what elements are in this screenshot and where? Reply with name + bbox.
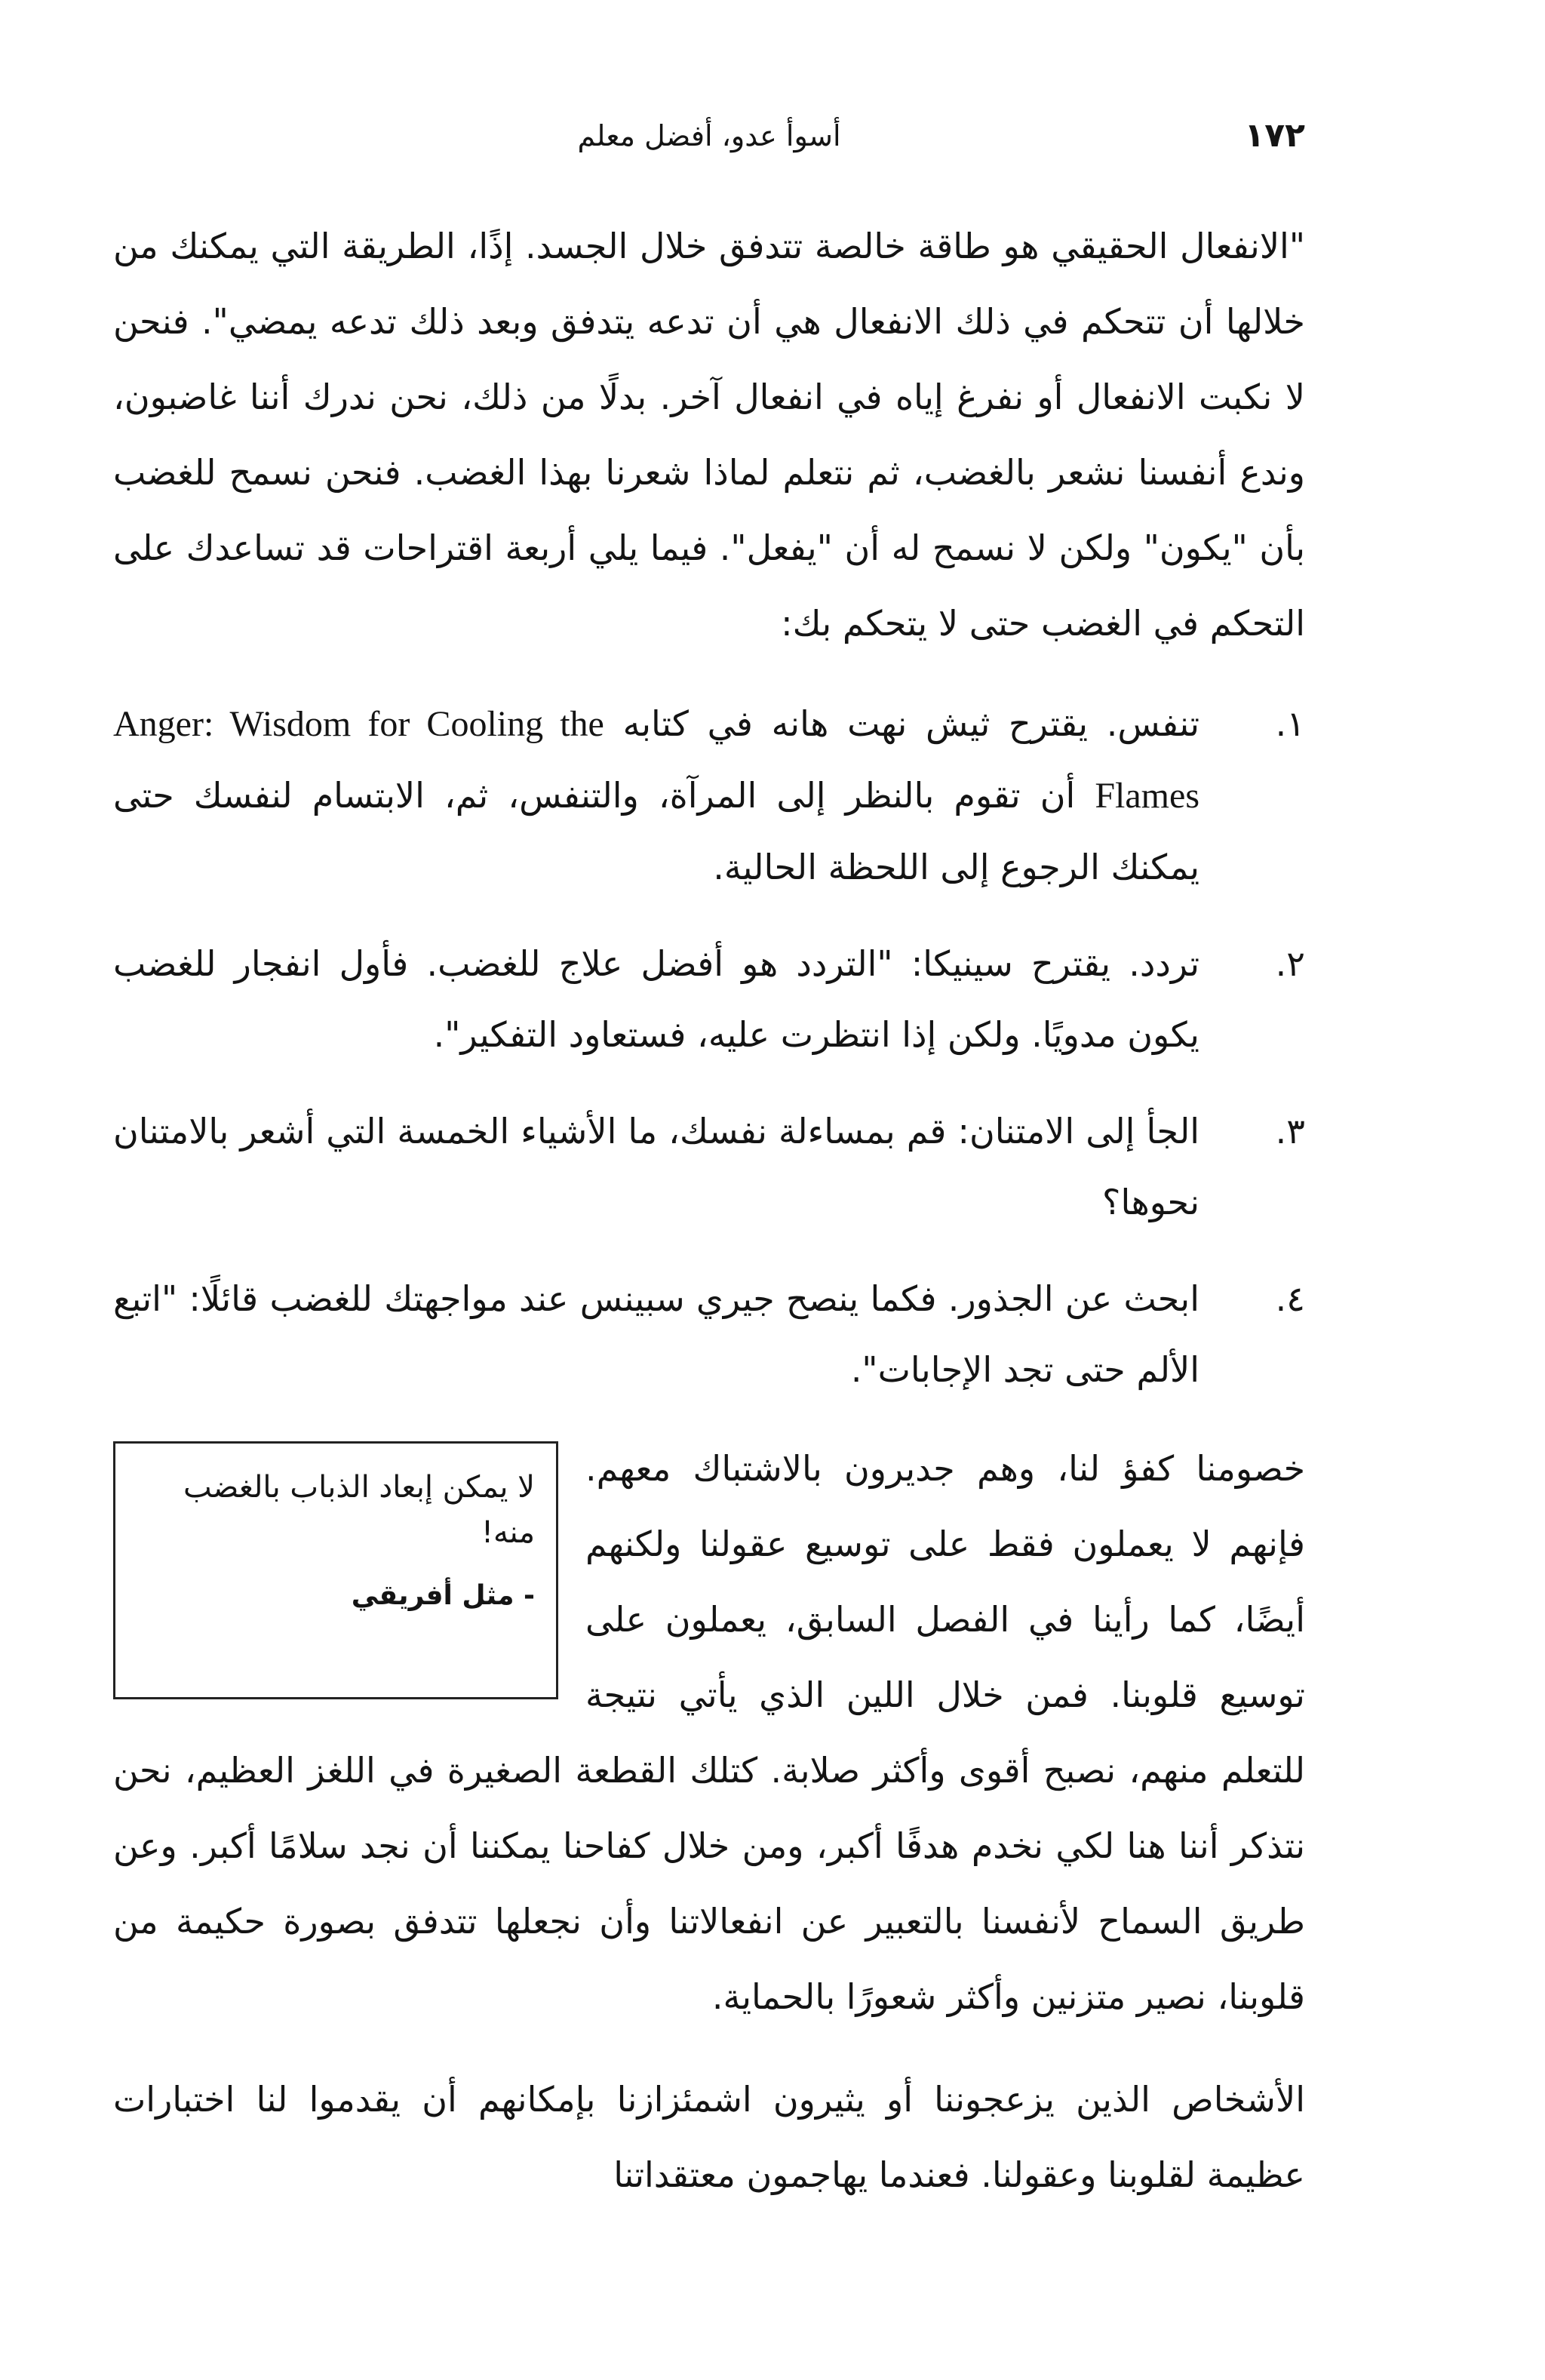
list-item-text: أن تقوم بالنظر إلى المرآة، والتنفس، ثم، الابتسام لنفسك حتى يمكنك الرجوع إلى اللحظة الحالية. [113, 775, 1199, 887]
book-page [113, 113, 1305, 2212]
quote-source: - مثل أفريقي [351, 1580, 535, 1611]
quote-box [113, 1441, 558, 1699]
list-item-text: ابحث عن الجذور. فكما ينصح جيري سبينس عند مواجهتك للغضب قائلًا: "اتبع الألم حتى تجد الإجابات". [113, 1278, 1199, 1390]
paragraph-opponents-text: خصومنا كفؤ لنا، وهم جديرون بالاشتباك معهم. فإنهم لا يعملون فقط على توسيع عقولنا ولكنهم أيضًا، كما رأينا في الفصل السابق، يعملون على توسيع قلوبنا. فمن خلال اللين الذي يأتي نتيجة للتعلم منهم، نصبح أقوى وأكثر صلابة. كتلك القطعة الصغيرة في اللغز العظيم، نحن نتذكر أننا هنا لكي نخدم هدفًا أكبر، ومن خلال كفاحنا يمكننا أن نجد سلامًا أكبر. وعن طريق السماح لأنفسنا بالتعبير عن انفعالاتنا وأن نجعلها تتدفق بصورة حكيمة من قلوبنا، نصير متزنين وأكثر شعورًا بالحماية. [113, 1448, 1305, 2017]
list-item [113, 928, 1305, 1070]
list-item-text: تنفس. يقترح ثيش نهت هانه في كتابه [604, 703, 1200, 744]
quote-text: لا يمكن إبعاد الذباب بالغضب منه! [183, 1470, 535, 1550]
list-item-text: الجأ إلى الامتنان: قم بمساءلة نفسك، ما الأشياء الخمسة التي أشعر بالامتنان نحوها؟ [113, 1111, 1199, 1222]
list-item [113, 1096, 1305, 1238]
list-item [113, 1263, 1305, 1405]
list-item-number: ٢. [1275, 943, 1305, 984]
paragraph-opponents [113, 1431, 1305, 2034]
anger-tips-list [113, 688, 1305, 1405]
list-item-number: ٣. [1275, 1111, 1305, 1152]
paragraph-anger-intro: "الانفعال الحقيقي هو طاقة خالصة تتدفق خلال الجسد. إذًا، الطريقة التي يمكنك من خلالها أن تتحكم في ذلك الانفعال هي أن تدعه يتدفق وبعد ذلك تدعه يمضي". فنحن لا نكبت الانفعال أو نفرغ إياه في انفعال آخر. بدلًا من ذلك، نحن ندرك أننا غاضبون، وندع أنفسنا نشعر بالغضب، ثم نتعلم لماذا شعرنا بهذا الغضب. فنحن نسمح للغضب بأن "يكون" ولكن لا نسمح له أن "يفعل". فيما يلي أربعة اقتراحات قد تساعدك على التحكم في الغضب حتى لا يتحكم بك: [113, 226, 1305, 644]
running-title: أسوأ عدو، أفضل معلم [577, 119, 841, 152]
book-title: Anger: Wisdom for Cooling the Flames [113, 704, 1199, 816]
list-item-number: ١. [1275, 703, 1305, 744]
list-item-number: ٤. [1275, 1278, 1305, 1319]
page-number: ١٧٢ [1244, 116, 1305, 155]
paragraph-people-test: الأشخاص الذين يزعجوننا أو يثيرون اشمئزازنا بإمكانهم أن يقدموا لنا اختبارات عظيمة لقلوبنا وعقولنا. فعندما يهاجمون معتقداتنا [113, 2079, 1305, 2195]
list-item [113, 688, 1305, 902]
page-header [113, 113, 1305, 158]
list-item-text: تردد. يقترح سينيكا: "التردد هو أفضل علاج للغضب. فأول انفجار للغضب يكون مدويًا. ولكن إذا انتظرت عليه، فستعاود التفكير". [113, 943, 1199, 1055]
